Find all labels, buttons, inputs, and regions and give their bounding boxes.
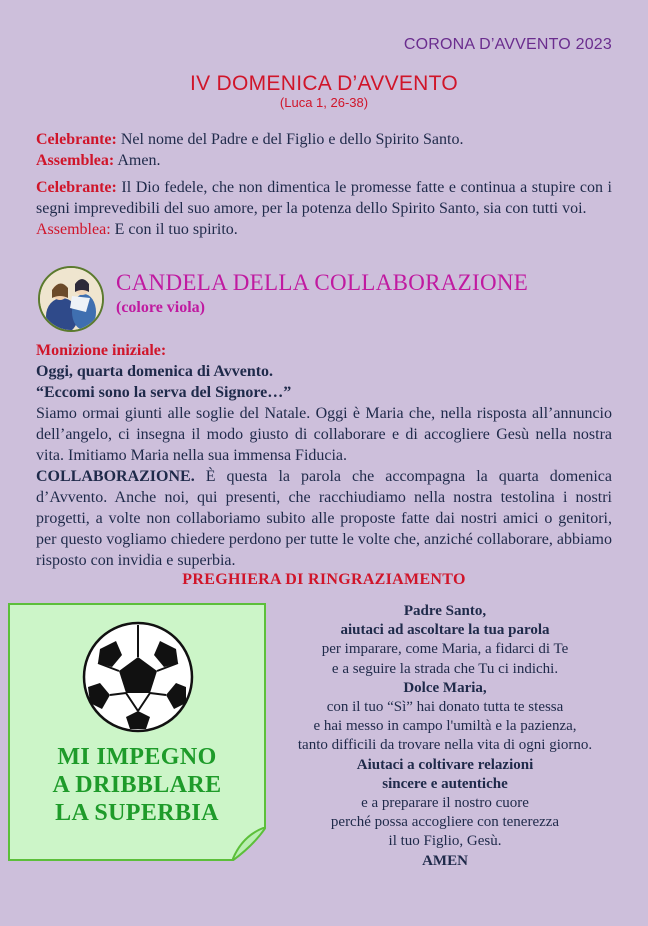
prayer-text	[270, 602, 620, 871]
prayer-line: Dolce Maria,	[403, 679, 487, 696]
dialogue-text: Nel nome del Padre e del Figlio e dello Spirito Santo.	[120, 131, 464, 148]
commitment-card	[8, 603, 266, 861]
commitment-line: A DRIBBLARE	[52, 772, 222, 798]
prayer-line: e hai messo in campo l'umiltà e la pazienza,	[313, 718, 577, 735]
page-title: IV DOMENICA D’AVVENTO	[189, 72, 459, 95]
commitment-text	[10, 743, 264, 827]
commitment-line: LA SUPERBIA	[55, 800, 219, 826]
dialogue-text: Amen.	[117, 152, 161, 169]
speaker-label: Celebrante:	[36, 179, 117, 196]
speaker-label: Assemblea:	[36, 152, 115, 169]
dialogue-text: Il Dio fedele, che non dimentica le promesse fatte e continua a stupire con i segni imprevedibili del suo amore, per la potenza dello Spirito Santo, sia con tutti voi.	[36, 179, 612, 217]
prayer-line: tanto difficili da trovare nella vita di ogni giorno.	[297, 737, 593, 754]
commitment-line: MI IMPEGNO	[57, 744, 217, 770]
monition-block	[36, 340, 612, 571]
prayer-line: Padre Santo,	[403, 603, 487, 619]
prayer-heading: PREGHIERA DI RINGRAZIAMENTO	[182, 571, 466, 588]
speaker-label: Celebrante:	[36, 131, 117, 148]
annunciation-illustration	[38, 266, 104, 332]
candle-color-note: (colore viola)	[116, 299, 206, 316]
monition-keyword: COLLABORAZIONE.	[36, 468, 195, 485]
page-corner-label: CORONA D’AVVENTO 2023	[403, 36, 612, 53]
gospel-reference: (Luca 1, 26-38)	[279, 95, 369, 110]
monition-paragraph: È questa la parola che accompagna la quarta domenica d’Avvento. Anche noi, qui presenti, che racchiudiamo nella nostra testolina i nostri progetti, a volte non collaboriamo subito alle proposte fatte dai nostri amici o genitori, per questo vogliamo chiedere perdono per tutte le volte che, anziché collaborare, abbiamo risposto con invidia e superbia.	[36, 468, 613, 569]
prayer-line: aiutaci ad ascoltare la tua parola	[340, 622, 550, 639]
prayer-line: il tuo Figlio, Gesù.	[388, 833, 502, 850]
monition-heading: Monizione iniziale:	[36, 342, 167, 359]
prayer-line: perché possa accogliere con tenerezza	[330, 814, 560, 831]
dialogue-text: E con il tuo spirito.	[114, 221, 238, 238]
monition-intro: Oggi, quarta domenica di Avvento.	[36, 363, 274, 380]
opening-dialogue	[36, 129, 612, 171]
prayer-line: con il tuo “Sì” hai donato tutta te stessa	[326, 699, 564, 716]
speaker-label: Assemblea:	[36, 221, 111, 238]
prayer-line: AMEN	[422, 852, 468, 869]
prayer-line: per imparare, come Maria, a fidarci di Te	[321, 641, 569, 658]
prayer-line: e a preparare il nostro cuore	[361, 795, 529, 812]
monition-quote: “Eccomi sono la serva del Signore…”	[36, 384, 292, 401]
candle-section	[36, 266, 612, 334]
prayer-line: e a seguire la strada che Tu ci indichi.	[331, 660, 559, 677]
soccer-ball-icon	[82, 621, 194, 733]
candle-title: CANDELA DELLA COLLABORAZIONE	[116, 270, 529, 295]
greeting-dialogue	[36, 177, 612, 240]
prayer-line: Aiutaci a coltivare relazioni	[356, 756, 534, 773]
page-curl-icon	[232, 827, 266, 861]
monition-paragraph: Siamo ormai giunti alle soglie del Natale. Oggi è Maria che, nella risposta all’annuncio dell’angelo, ci insegna il modo giusto di collaborare e di accogliere Gesù nella nostra vita. Imitiamo Maria nella sua immensa Fiducia.	[36, 405, 612, 464]
prayer-line: sincere e autentiche	[382, 775, 508, 792]
